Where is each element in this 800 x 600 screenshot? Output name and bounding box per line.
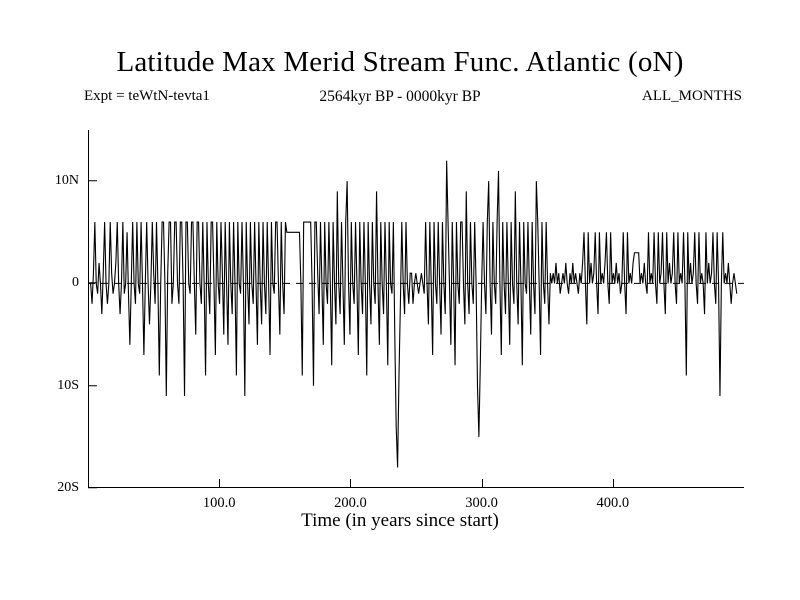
- x-tick-mark: [350, 479, 351, 488]
- x-axis-title: Time (in years since start): [301, 510, 499, 531]
- y-tick-mark: [88, 487, 97, 488]
- experiment-label: Expt = teWtN-tevta1: [84, 88, 210, 104]
- x-tick-label: 300.0: [465, 495, 498, 511]
- data-series-line: [88, 130, 744, 488]
- months-label: ALL_MONTHS: [642, 88, 742, 104]
- plot-area: [54, 130, 744, 511]
- x-tick-label: 100.0: [202, 495, 236, 511]
- x-tick-label: 200.0: [334, 495, 367, 511]
- y-tick-label: 0: [72, 275, 79, 291]
- y-tick-label: 10N: [54, 173, 79, 189]
- period-label: 2564kyr BP - 0000kyr BP: [319, 88, 481, 105]
- y-tick-mark: [88, 283, 97, 284]
- x-tick-mark: [219, 479, 220, 488]
- y-tick-mark: [88, 180, 97, 181]
- y-tick-mark: [88, 385, 97, 386]
- y-tick-label: 10S: [57, 377, 79, 393]
- y-tick-label: 20S: [57, 480, 79, 495]
- subtitle-row: [0, 88, 800, 110]
- x-tick-label: 400.0: [596, 495, 630, 511]
- x-tick-mark: [613, 479, 614, 488]
- chart-title: Latitude Max Merid Stream Func. Atlantic (oN): [116, 46, 684, 78]
- x-tick-mark: [482, 479, 483, 488]
